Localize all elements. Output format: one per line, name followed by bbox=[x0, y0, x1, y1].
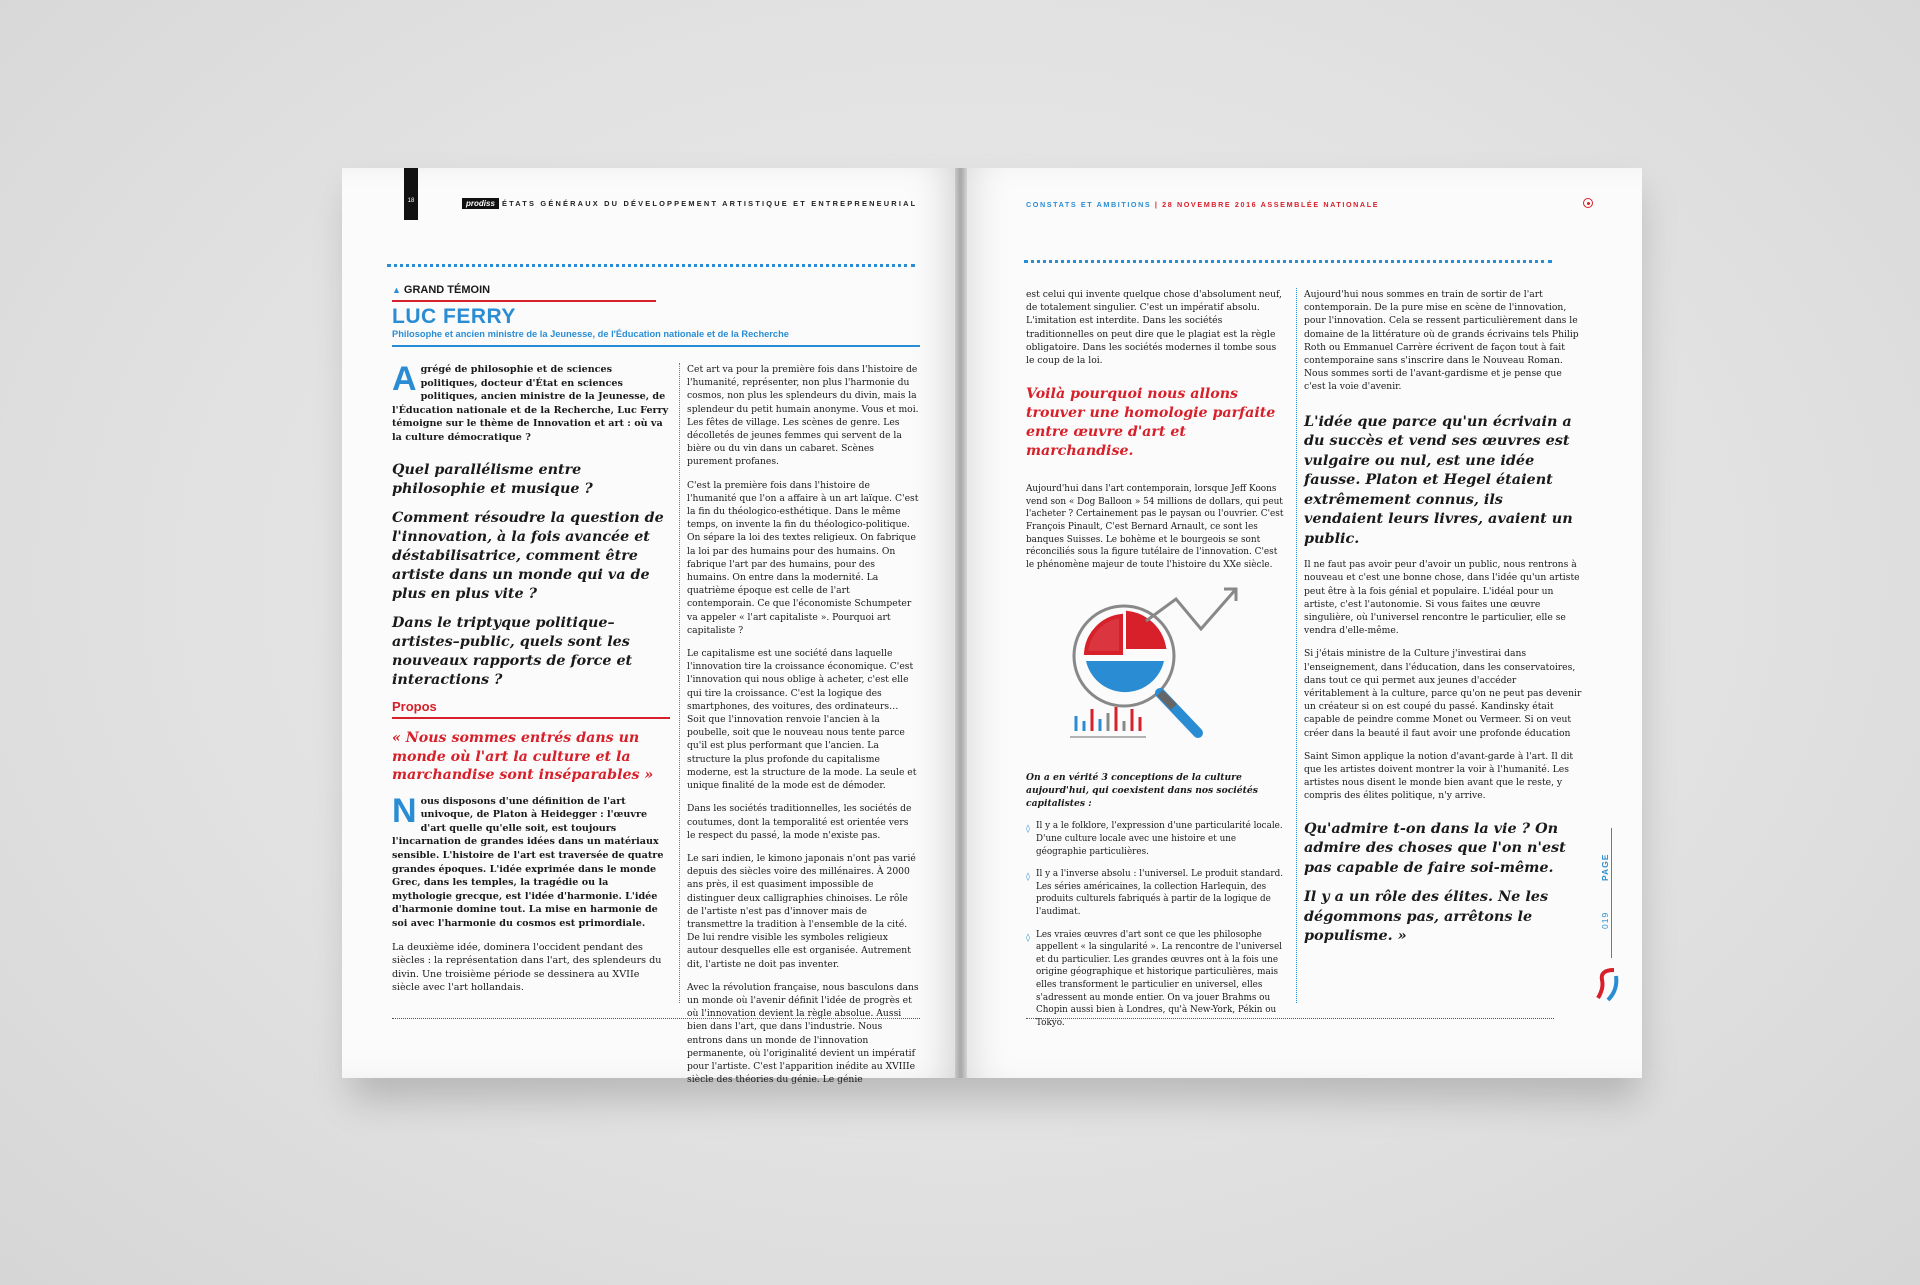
pull-quote: Qu'admire t-on dans la vie ? On admire des choses que l'on n'est pas capable de faire soi-même. bbox=[1304, 819, 1566, 876]
side-page-rule bbox=[1611, 828, 1612, 958]
dropcap: N bbox=[392, 791, 417, 830]
body-paragraph: Saint Simon applique la notion d'avant-garde à l'art. Il dit que les artistes doivent montrer la voir à l'humanité. Les artistes nous disent le monde bien avant que le reste, y compris des élites politique, n'y arrive. bbox=[1304, 750, 1574, 802]
propos-heading: Propos bbox=[392, 698, 437, 714]
side-page-number: 019 bbox=[1600, 911, 1610, 929]
body-paragraph-1: Nous disposons d'une définition de l'art univoque, de Platon à Heidegger : l'œuvre d'art quelle qu'elle soit, est toujours l'incarnation de grandes idées dans un matériaux sensible. L'histoire de l'art est traversée de quatre grandes époques. L'idée exprimée dans le monde Grec, dans les temples, la tragédie ou la mythologie grecque, est l'idée d'harmonie. L'idée d'harmonie domine tout. La mise en harmonie de soi avec l'harmonie du cosmos est primordiale. bbox=[392, 791, 664, 929]
body-paragraph: Dans les sociétés traditionnelles, les sociétés de coutumes, dont la temporalité est orientée vers le respect du passé, la mode n'existe pas. bbox=[687, 803, 912, 841]
pull-quote: L'idée que parce qu'un écrivain a du succès et vend ses œuvres est vulgaire ou nul, est une idée fausse. Platon et Hegel étaient extrêmement connus, ils vendaient leurs livres, avaient un public. bbox=[1304, 412, 1573, 547]
concept-item: ◊ Il y a le folklore, l'expression d'une particularité locale. D'une culture locale avec une histoire et une géographie particulières. bbox=[1026, 821, 1283, 857]
red-rule bbox=[392, 300, 656, 302]
propos-quote: « Nous sommes entrés dans un monde où l'art la culture et la marchandise sont inséparables » bbox=[392, 730, 654, 784]
footer-dotted-rule bbox=[392, 1018, 920, 1019]
magnifier-pie-chart-icon bbox=[1026, 581, 1284, 771]
body-paragraph: Cet art va pour la première fois dans l'histoire de l'humanité, représenter, non plus l'harmonie du cosmos, non plus les splendeurs du divin, mais la splendeur du petit humain anonyme. Vous et moi. Les fêtes de village. Les scènes de genre. Les décolletés de jeunes femmes qui servent de la bière ou du vin dans un cabaret. Scènes purement profanes. bbox=[687, 364, 919, 468]
section-tag: ▲ GRAND TÉMOIN bbox=[392, 284, 491, 296]
diamond-icon: ◊ bbox=[1026, 824, 1030, 834]
body-paragraph: est celui qui invente quelque chose d'absolument neuf, de totalement singulier. C'est un impératif absolu. L'imitation est interdite. Dans les sociétés traditionnelles on peut dire que le plagiat est la règle obligatoire. Dans les sociétés modernes il tombe sous le coup de la loi. bbox=[1026, 289, 1282, 367]
body-paragraph: Le sari indien, le kimono japonais n'ont pas varié depuis des siècles voire des millénaires. À 2000 ans près, il est quasiment impossible de distinguer deux calligraphies chinoises. Le rôle de l'artiste n'est pas d'innover mais de transmettre la tradition à l'ensemble de la cité. De lui rendre visible les symboles religieux autour desquelles elle est organisée. Autrement dit, l'artiste ne doit pas inventer. bbox=[687, 852, 916, 970]
right-page bbox=[960, 168, 1642, 1078]
footer-dotted-rule bbox=[1026, 1018, 1554, 1019]
left-column-1 bbox=[392, 360, 670, 1005]
page-header: CONSTATS ET AMBITIONS | 28 NOVEMBRE 2016 ASSEMBLÉE NATIONALE bbox=[1026, 200, 1380, 209]
page-number-tab: 18 bbox=[404, 168, 418, 220]
concept-item: ◊ Les vraies œuvres d'art sont ce que les philosophe appellent « la singularité ». La rencontre de l'universel et du particulier. Les grandes œuvres ont à la fois une origine géographique et historique particulières, mais elles transforment le particulier en universel, elles s'adressent au monde entier. On va jouer Brahms ou Chopin aussi bien à Londres, qu'à New-York, Pékin ou Tokyo. bbox=[1026, 929, 1282, 1028]
pull-quote-red: Voilà pourquoi nous allons trouver une homologie parfaite entre œuvre d'art et marchandise. bbox=[1026, 386, 1276, 460]
body-paragraph: Aujourd'hui dans l'art contemporain, lorsque Jeff Koons vend son « Dog Balloon » 54 millions de dollars, qui peut l'acheter ? Certainement pas le paysan ou l'ouvrier. C'est François Pinault, C'est Bernard Arnault, ce sont les banques Suisses. Le bohème et le bourgeois se sont réconciliés sous la figure tutélaire de l'innovation. C'est le phénomène majeur de toute l'histoire du XXe siècle. bbox=[1026, 484, 1284, 570]
diamond-icon: ◊ bbox=[1026, 932, 1030, 942]
pull-quote: Il y a un rôle des élites. Ne les dégommons pas, arrêtons le populisme. » bbox=[1304, 888, 1549, 945]
article-subtitle: Philosophe et ancien ministre de la Jeunesse, de l'Éducation nationale et de la Recherche bbox=[392, 329, 789, 339]
magazine-gutter bbox=[955, 168, 967, 1078]
left-column-2 bbox=[687, 363, 919, 1096]
question-3: Dans le triptyque politique–artistes–public, quels sont les nouveaux rapports de force et interactions ? bbox=[392, 614, 633, 688]
illustration-svg bbox=[1026, 581, 1284, 771]
right-column-2 bbox=[1304, 288, 1582, 956]
header-dotted-rule bbox=[387, 264, 915, 267]
page-header: ÉTATS GÉNÉRAUX DU DÉVELOPPEMENT ARTISTIQUE ET ENTREPRENEURIAL bbox=[502, 199, 918, 208]
article-title: LUC FERRY bbox=[392, 305, 516, 328]
blue-rule bbox=[392, 345, 920, 347]
body-paragraph: Si j'étais ministre de la Culture j'investirai dans l'enseignement, dans l'éducation, dans les conservatoires, dans tout ce qui permet aux jeunes d'accéder véritablement à la culture, parce qu'on ne peut pas devenir un créateur si on est coupé du passé. Kandinsky était capable de peindre comme Monet ou Vermeer. Si on veut créer dans la beauté il faut avoir une profonde éducation bbox=[1304, 648, 1582, 739]
column-separator bbox=[679, 363, 680, 1003]
body-paragraph: C'est la première fois dans l'histoire de l'humanité que l'on a affaire à un art laïque. C'est la fin du théologico-esthétique. Dans le même temps, on invente la fin du théologico-politique. On sépare la loi des textes religieux. On fabrique la loi par des humains pour des humains. On fabrique l'art par des humains, pour des humains. On entre dans la modernité. La quatrième époque est celle de l'art contemporain. Ce que l'économiste Schumpeter va appeler « l'art capitaliste ». Pourquoi art capitaliste ? bbox=[687, 479, 919, 636]
brand-logo: prodiss bbox=[462, 198, 499, 209]
body-paragraph: Il ne faut pas avoir peur d'avoir un public, nous rentrons à nouveau et c'est une bonne chose, dans l'idée qu'un artiste peut être à la fois génial et populaire. L'idéal pour un artiste, c'est l'autonomie. Si vous faites une œuvre singulière, où l'universel rencontre le particulier, elle se vendra d'elle-même. bbox=[1304, 559, 1580, 637]
left-page bbox=[342, 168, 960, 1086]
brand-mark-icon bbox=[1594, 968, 1620, 1002]
body-paragraph-2: La deuxième idée, dominera l'occident pendant des siècles : la représentation dans l'art, des splendeurs du divin. Une troisième période se dessinera au XVIIe siècle avec l'art hollandais. bbox=[392, 941, 662, 994]
concepts-intro: On a en vérité 3 conceptions de la culture aujourd'hui, qui coexistent dans nos sociétés capitalistes : bbox=[1026, 772, 1258, 810]
triangle-icon: ▲ bbox=[392, 285, 401, 295]
column-separator bbox=[1296, 288, 1297, 1003]
question-2: Comment résoudre la question de l'innovation, à la fois avancée et déstabilisatrice, comment être artiste dans un monde qui va de plus en plus vite ? bbox=[392, 509, 664, 602]
diamond-icon: ◊ bbox=[1026, 872, 1030, 882]
concept-item: ◊ Il y a l'inverse absolu : l'universel. Le produit standard. Les séries américaines, la collection Harlequin, des produits culturels fabriqués à partir de la logique de l'audimat. bbox=[1026, 869, 1283, 917]
dropcap: A bbox=[392, 360, 417, 398]
side-page-label: PAGE bbox=[1600, 853, 1610, 881]
body-paragraph: Aujourd'hui nous sommes en train de sortir de l'art contemporain. De la pure mise en scène de l'innovation, pour l'innovation. Cela se ressent particulièrement dans le domaine de la littérature où de grands écrivains tels Philip Roth ou Emmanuel Carrère écrivent de façon tout à fait contemporaine sans s'inscrire dans le Nouveau Roman. Nous sommes sorti de l'avant-gardisme et je pense que c'est la voie d'avenir. bbox=[1304, 289, 1579, 393]
right-column-1 bbox=[1026, 288, 1284, 1039]
body-paragraph: Le capitalisme est une société dans laquelle l'innovation tire la croissance économique. C'est l'innovation qui nous oblige à acheter, c'est elle qui tire la croissance. C'est la logique des smartphones, des voitures, des ordinateurs… Soit que l'innovation renvoie l'ancien à la poubelle, soit que le nouveau nous tente parce qu'il est plus performant que l'ancien. La structure la plus profonde du capitalisme moderne, est la structure de la mode. La seule et unique finalité de la mode est de démoder. bbox=[687, 648, 917, 792]
target-icon bbox=[1583, 198, 1593, 208]
intro-paragraph: Agrégé de philosophie et de sciences politiques, docteur d'État en sciences politiques, ancien ministre de la Jeunesse, de l'Éducation nationale et de la Recherche, Luc Ferry témoigne sur le thème de Innovation et art : où va la culture démocratique ? bbox=[392, 360, 669, 443]
header-dotted-rule bbox=[1024, 260, 1552, 263]
question-1: Quel parallélisme entre philosophie et musique ? bbox=[392, 461, 593, 497]
propos-rule bbox=[392, 717, 670, 719]
body-paragraph: Avec la révolution française, nous basculons dans un monde où l'avenir définit l'idée de progrès et où l'innovation devient la règle absolue. Aussi bien dans l'art, que dans l'industrie. Nous entrons dans un monde de l'innovation permanente, où l'originalité devient un impératif pour l'artiste. C'est l'apparition inédite au XVIIIe siècle des théories du génie. Le génie bbox=[687, 981, 919, 1086]
